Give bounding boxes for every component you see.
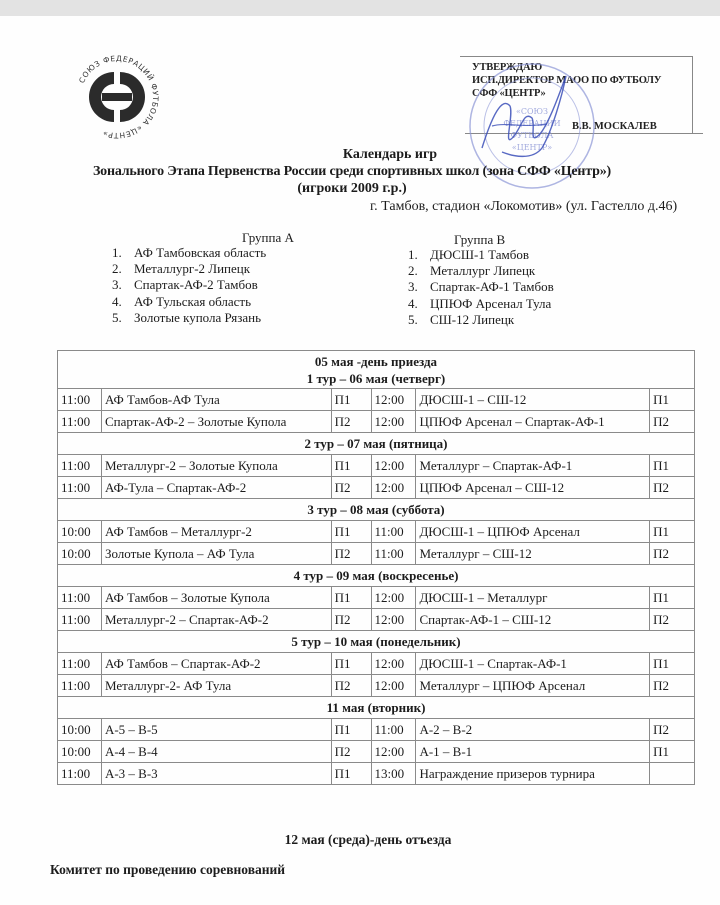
field-cell: П1 <box>331 455 371 477</box>
time-cell: 12:00 <box>371 675 416 697</box>
group-a-title: Группа А <box>242 230 294 245</box>
round-4-header: 4 тур – 09 мая (воскресенье) <box>58 565 695 587</box>
match-cell: АФ Тамбов – Золотые Купола <box>101 587 331 609</box>
match-cell: Металлург – СШ-12 <box>416 543 650 565</box>
group-b-team: 2. Металлург Липецк <box>408 263 536 278</box>
time-cell: 13:00 <box>371 763 416 785</box>
time-cell: 12:00 <box>371 477 416 499</box>
group-a-team: 4. АФ Тульская область <box>112 294 252 309</box>
match-cell: А-5 – В-5 <box>101 719 331 741</box>
group-b-team: 1. ДЮСШ-1 Тамбов <box>408 247 529 262</box>
match-cell: А-4 – В-4 <box>101 741 331 763</box>
match-cell: Спартак-АФ-1 – СШ-12 <box>416 609 650 631</box>
approval-divider <box>465 133 703 134</box>
time-cell: 11:00 <box>58 587 102 609</box>
time-cell: 10:00 <box>58 719 102 741</box>
time-cell: 11:00 <box>58 477 102 499</box>
svg-text:СОЮЗ ФЕДЕРАЦИЙ ФУТБОЛА «ЦЕНТР»: СОЮЗ ФЕДЕРАЦИЙ ФУТБОЛА «ЦЕНТР» <box>77 53 161 141</box>
viewer-top-bar <box>0 0 720 16</box>
table-row <box>58 741 695 763</box>
time-cell: 11:00 <box>371 521 416 543</box>
group-b-team: 5. СШ-12 Липецк <box>408 312 515 327</box>
field-cell: П2 <box>331 609 371 631</box>
field-cell: П1 <box>650 521 695 543</box>
group-a-team: 1. АФ Тамбовская область <box>112 245 267 260</box>
playoff-day-header: 11 мая (вторник) <box>58 697 695 719</box>
match-cell: А-3 – В-3 <box>101 763 331 785</box>
arrival-day: 05 мая -день приезда <box>314 353 438 369</box>
time-cell: 10:00 <box>58 521 102 543</box>
table-row <box>58 719 695 741</box>
field-cell: П1 <box>331 521 371 543</box>
match-cell: ЦПЮФ Арсенал – Спартак-АФ-1 <box>416 411 650 433</box>
time-cell: 12:00 <box>371 653 416 675</box>
round-header-row <box>58 351 695 389</box>
time-cell: 11:00 <box>58 763 102 785</box>
table-row <box>58 455 695 477</box>
time-cell: 11:00 <box>58 609 102 631</box>
sff-center-logo-icon <box>72 52 162 142</box>
time-cell: 11:00 <box>58 389 102 411</box>
round-header-row <box>58 565 695 587</box>
time-cell: 10:00 <box>58 543 102 565</box>
field-cell: П2 <box>331 741 371 763</box>
table-row <box>58 521 695 543</box>
venue-text: г. Тамбов, стадион «Локомотив» (ул. Гастелло д.46) <box>370 199 678 214</box>
field-cell: П2 <box>331 675 371 697</box>
match-cell: ДЮСШ-1 – ЦПЮФ Арсенал <box>416 521 650 543</box>
match-cell: Металлург-2 – Спартак-АФ-2 <box>101 609 331 631</box>
match-cell: ДЮСШ-1 – Металлург <box>416 587 650 609</box>
match-cell: ЦПЮФ Арсенал – СШ-12 <box>416 477 650 499</box>
match-cell: Металлург – ЦПЮФ Арсенал <box>416 675 650 697</box>
group-b-title: Группа В <box>454 232 506 247</box>
field-cell: П1 <box>650 389 695 411</box>
field-cell <box>650 763 695 785</box>
table-row <box>58 543 695 565</box>
round-2-header: 2 тур – 07 мая (пятница) <box>58 433 695 455</box>
table-row <box>58 653 695 675</box>
table-row <box>58 389 695 411</box>
time-cell: 12:00 <box>371 455 416 477</box>
round-3-header: 3 тур – 08 мая (суббота) <box>58 499 695 521</box>
match-cell: Золотые Купола – АФ Тула <box>101 543 331 565</box>
table-row <box>58 411 695 433</box>
group-a-team: 5. Золотые купола Рязань <box>112 310 262 325</box>
field-cell: П2 <box>331 477 371 499</box>
table-row <box>58 477 695 499</box>
match-cell: ДЮСШ-1 – Спартак-АФ-1 <box>416 653 650 675</box>
approval-heading: УТВЕРЖДАЮ <box>472 62 542 73</box>
match-cell: Награждение призеров турнира <box>416 763 650 785</box>
field-cell: П2 <box>650 543 695 565</box>
document-subtitle: Зонального Этапа Первенства России среди спортивных школ (зона СФФ «Центр») <box>92 164 611 179</box>
time-cell: 10:00 <box>58 741 102 763</box>
field-cell: П1 <box>331 587 371 609</box>
field-cell: П1 <box>650 741 695 763</box>
group-b-team: 3. Спартак-АФ-1 Тамбов <box>408 279 554 294</box>
field-cell: П2 <box>331 411 371 433</box>
svg-text:ФЕДЕРАЦИЙ: ФЕДЕРАЦИЙ <box>503 119 561 128</box>
time-cell: 11:00 <box>58 675 102 697</box>
document-age-group: (игроки 2009 г.р.) <box>297 181 407 196</box>
committee-signature: Комитет по проведению соревнований <box>50 862 286 877</box>
match-cell: АФ-Тула – Спартак-АФ-2 <box>101 477 331 499</box>
time-cell: 11:00 <box>58 455 102 477</box>
match-cell: Спартак-АФ-2 – Золотые Купола <box>101 411 331 433</box>
match-cell: Металлург-2 – Золотые Купола <box>101 455 331 477</box>
svg-text:ФУТБОЛА: ФУТБОЛА <box>510 131 554 140</box>
round-1-header <box>58 351 695 389</box>
approval-organization: СФФ «ЦЕНТР» <box>472 88 546 99</box>
document-title: Календарь игр <box>342 147 438 162</box>
approval-position: ИСП.ДИРЕКТОР МАОО ПО ФУТБОЛУ <box>472 75 662 86</box>
round-header-row <box>58 433 695 455</box>
field-cell: П1 <box>650 455 695 477</box>
round-header-row <box>58 499 695 521</box>
group-b-team: 4. ЦПЮФ Арсенал Тула <box>408 296 552 311</box>
group-a-team: 2. Металлург-2 Липецк <box>112 261 251 276</box>
match-cell: Металлург – Спартак-АФ-1 <box>416 455 650 477</box>
field-cell: П2 <box>650 719 695 741</box>
field-cell: П1 <box>331 763 371 785</box>
field-cell: П1 <box>331 653 371 675</box>
table-row <box>58 587 695 609</box>
schedule-table <box>57 350 695 785</box>
table-row <box>58 675 695 697</box>
time-cell: 11:00 <box>58 653 102 675</box>
svg-text:«ЦЕНТР»: «ЦЕНТР» <box>511 143 553 152</box>
departure-day: 12 мая (среда)-день отъезда <box>284 832 452 847</box>
time-cell: 11:00 <box>371 543 416 565</box>
table-row <box>58 609 695 631</box>
time-cell: 12:00 <box>371 741 416 763</box>
match-cell: А-2 – В-2 <box>416 719 650 741</box>
time-cell: 12:00 <box>371 609 416 631</box>
group-a-team: 3. Спартак-АФ-2 Тамбов <box>112 277 258 292</box>
field-cell: П1 <box>650 587 695 609</box>
field-cell: П2 <box>650 477 695 499</box>
signatory-name: В.В. МОСКАЛЕВ <box>572 121 657 132</box>
match-cell: АФ Тамбов – Металлург-2 <box>101 521 331 543</box>
table-row <box>58 763 695 785</box>
time-cell: 12:00 <box>371 389 416 411</box>
time-cell: 12:00 <box>371 411 416 433</box>
match-cell: АФ Тамбов-АФ Тула <box>101 389 331 411</box>
match-cell: Металлург-2- АФ Тула <box>101 675 331 697</box>
match-cell: АФ Тамбов – Спартак-АФ-2 <box>101 653 331 675</box>
field-cell: П2 <box>650 411 695 433</box>
field-cell: П1 <box>331 389 371 411</box>
time-cell: 11:00 <box>371 719 416 741</box>
round-5-header: 5 тур – 10 мая (понедельник) <box>58 631 695 653</box>
field-cell: П2 <box>650 675 695 697</box>
round-header-row <box>58 631 695 653</box>
svg-text:«СОЮЗ: «СОЮЗ <box>515 107 549 116</box>
time-cell: 11:00 <box>58 411 102 433</box>
field-cell: П2 <box>331 543 371 565</box>
time-cell: 12:00 <box>371 587 416 609</box>
field-cell: П2 <box>650 609 695 631</box>
field-cell: П1 <box>650 653 695 675</box>
match-cell: А-1 – В-1 <box>416 741 650 763</box>
approval-block <box>460 56 693 134</box>
field-cell: П1 <box>331 719 371 741</box>
match-cell: ДЮСШ-1 – СШ-12 <box>416 389 650 411</box>
round-title: 1 тур – 06 мая (четверг) <box>306 370 446 386</box>
round-header-row <box>58 697 695 719</box>
